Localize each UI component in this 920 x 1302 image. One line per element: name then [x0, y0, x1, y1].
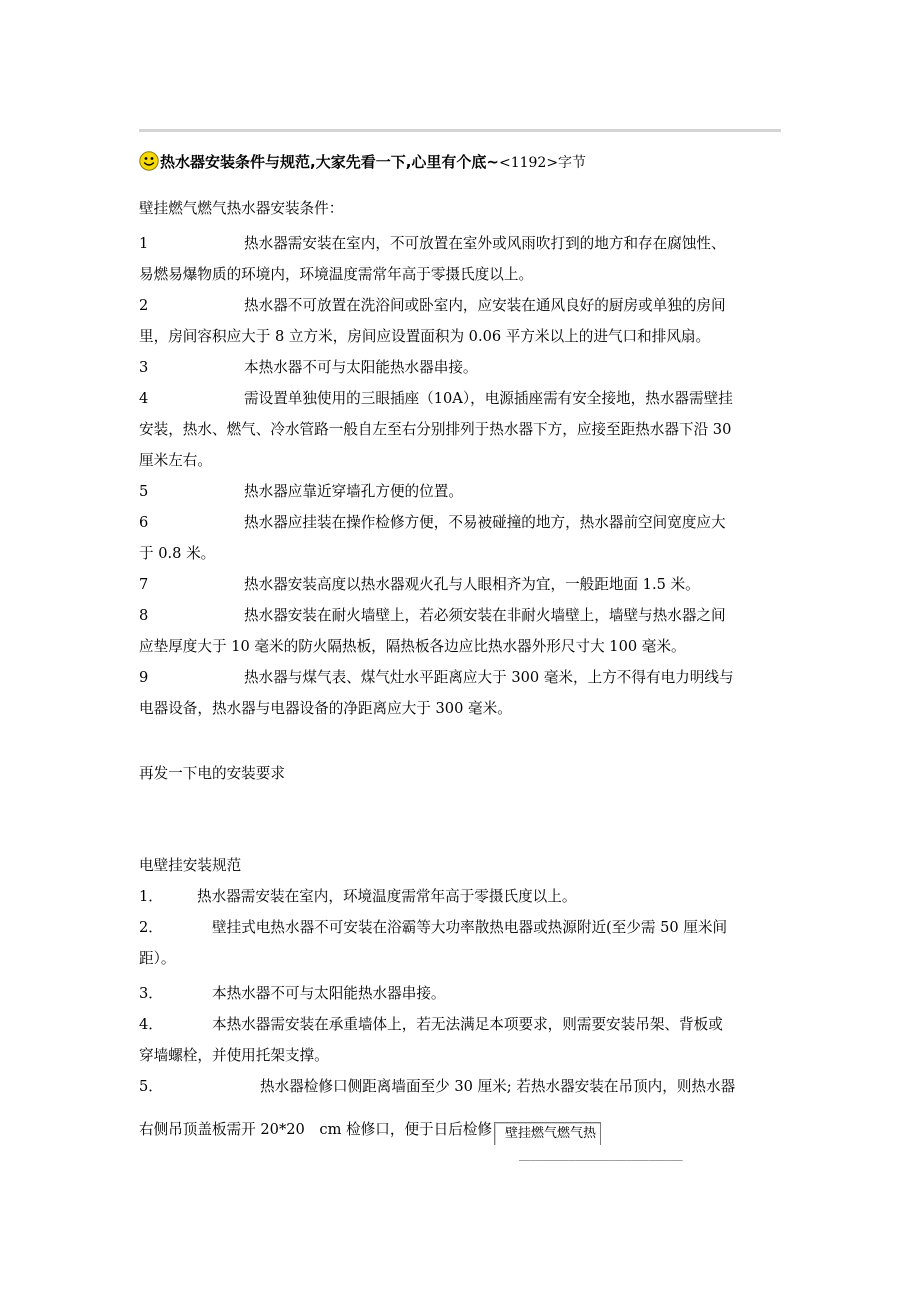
item-number: 2．	[139, 919, 163, 936]
gas-item-4-cont: 安装，热水、燃气、冷水管路一般自左至右分别排列于热水器下方，应接至距热水器下沿 30	[139, 421, 732, 438]
gas-item-3	[139, 352, 781, 383]
electric-item-2	[139, 912, 781, 943]
gas-item-9	[139, 662, 781, 693]
gas-item-1	[139, 228, 781, 259]
gas-item-8-cont: 应垫厚度大于 10 毫米的防火隔热板，隔热板各边应比热水器外形尺寸大 100 毫米。	[139, 638, 686, 655]
item-text: 热水器应挂装在操作检修方便，不易被碰撞的地方，热水器前空间宽度应大	[244, 514, 726, 531]
item-number: 5．	[139, 1078, 163, 1095]
item-number: 3	[139, 359, 149, 376]
item-text: 本热水器不可与太阳能热水器串接。	[212, 985, 446, 1002]
item-text: 热水器需安装在室内，环境温度需常年高于零摄氏度以上。	[197, 888, 577, 905]
item-number: 1．	[139, 888, 163, 905]
item-number: 6	[139, 514, 149, 531]
item-text: 热水器与煤气表、煤气灶水平距离应大于 300 毫米，上方不得有电力明线与	[244, 669, 734, 686]
electric-item-3	[139, 978, 781, 1009]
title-byte-count: <1192>字节	[498, 155, 587, 171]
electric-heading: 电壁挂安装规范	[139, 857, 242, 874]
item-text: 热水器不可放置在洗浴间或卧室内，应安装在通风良好的厨房或单独的房间	[244, 297, 726, 314]
transition-text: 再发一下电的安装要求	[139, 765, 285, 782]
gas-item-2-cont: 里，房间容积应大于 8 立方米，房间应设置面积为 0.06 平方米以上的进气口和排风扇。	[139, 328, 711, 345]
item-text: 热水器安装高度以热水器观火孔与人眼相齐为宜，一般距地面 1.5 米。	[244, 576, 700, 593]
item-text: 热水器安装在耐火墙壁上，若必须安装在非耐火墙壁上，墙壁与热水器之间	[244, 607, 726, 624]
gas-heading: 壁挂燃气燃气热水器安装条件：	[139, 200, 344, 217]
gas-item-5	[139, 476, 781, 507]
item-text: 右侧吊顶盖板需开 20*20 cm 检修口，便于日后检修	[139, 1121, 493, 1138]
electric-item-5	[139, 1071, 781, 1102]
item-text: 壁挂式电热水器不可安装在浴霸等大功率散热电器或热源附近(至少需 50 厘米间	[212, 919, 728, 936]
item-number: 9	[139, 669, 149, 686]
smiley-icon	[139, 151, 159, 171]
gas-item-7	[139, 569, 781, 600]
gas-item-8	[139, 600, 781, 631]
item-text: 需设置单独使用的三眼插座（10A），电源插座需有安全接地，热水器需壁挂	[244, 390, 733, 407]
item-text: 本热水器需安装在承重墙体上，若无法满足本项要求，则需要安装吊架、背板或	[212, 1016, 723, 1033]
item-text: 本热水器不可与太阳能热水器串接。	[244, 359, 478, 376]
footer-rule: _____________________________	[519, 1150, 683, 1161]
electric-item-5-cont	[139, 1114, 781, 1145]
item-number: 4．	[139, 1016, 163, 1033]
item-number: 5	[139, 483, 149, 500]
top-divider	[139, 129, 781, 132]
gas-item-2	[139, 290, 781, 321]
item-number: 3．	[139, 985, 163, 1002]
embedded-image-placeholder	[494, 1122, 601, 1145]
item-number: 4	[139, 390, 149, 407]
electric-item-4-cont: 穿墙螺栓，并使用托架支撑。	[139, 1047, 329, 1064]
gas-item-9-cont: 电器设备，热水器与电器设备的净距离应大于 300 毫米。	[139, 700, 512, 717]
item-text: 热水器需安装在室内，不可放置在室外或风雨吹打到的地方和存在腐蚀性、	[244, 235, 726, 252]
item-number: 1	[139, 235, 149, 252]
image-caption: 壁挂燃气燃气热	[505, 1126, 597, 1141]
electric-item-2-cont: 距）。	[139, 950, 176, 967]
item-number: 2	[139, 297, 149, 314]
gas-item-4	[139, 383, 781, 414]
gas-item-4-cont2: 厘米左右。	[139, 452, 212, 469]
item-number: 7	[139, 576, 149, 593]
gas-item-6	[139, 507, 781, 538]
gas-item-6-cont: 于 0.8 米。	[139, 545, 216, 562]
item-text: 热水器应靠近穿墙孔方便的位置。	[244, 483, 463, 500]
title-text: 热水器安装条件与规范,大家先看一下,心里有个底~	[160, 153, 499, 171]
item-number: 8	[139, 607, 149, 624]
article-title	[139, 151, 586, 174]
electric-item-4	[139, 1009, 781, 1040]
electric-item-1	[139, 881, 781, 912]
item-text: 热水器检修口侧距离墙面至少 30 厘米; 若热水器安装在吊顶内，则热水器	[260, 1078, 736, 1095]
gas-item-1-cont: 易燃易爆物质的环境内，环境温度需常年高于零摄氏度以上。	[139, 266, 534, 283]
